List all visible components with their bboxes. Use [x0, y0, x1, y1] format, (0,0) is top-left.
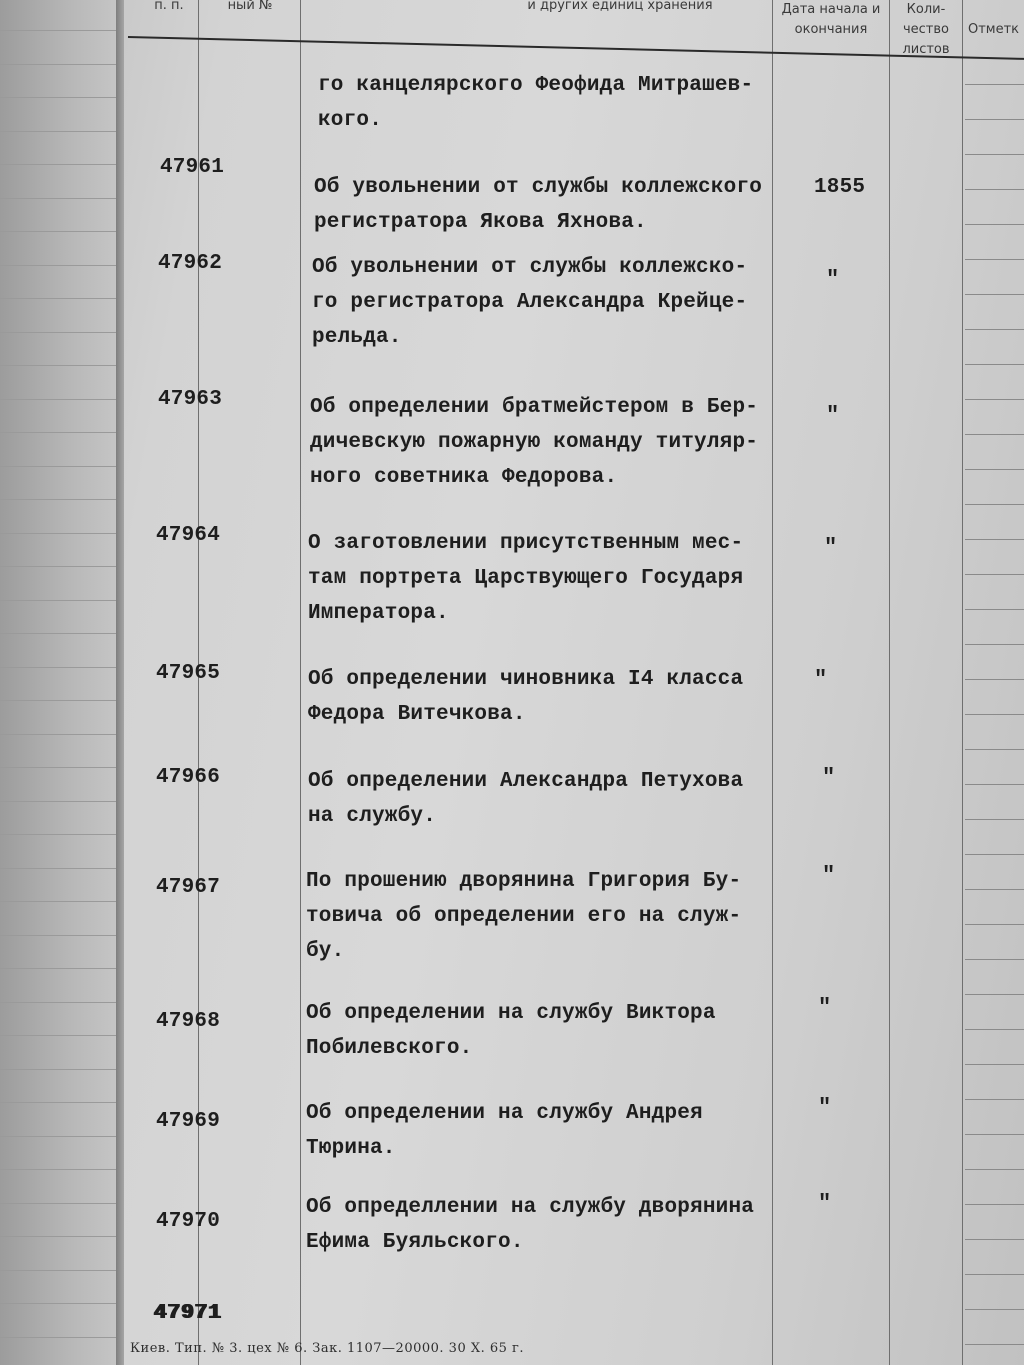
text-line: кого. — [318, 109, 383, 132]
notes-column-rule — [965, 994, 1024, 995]
notes-column-rule — [965, 784, 1024, 785]
notes-column-rule — [965, 504, 1024, 505]
notes-column-rule — [965, 1099, 1024, 1100]
text-line: Об определении Александра Петухова — [308, 770, 744, 793]
left-page-rule — [0, 432, 120, 433]
entry-date-ditto: " — [822, 765, 836, 790]
notes-column-rule — [965, 364, 1024, 365]
notes-column-rule — [965, 749, 1024, 750]
notes-column-rule — [965, 294, 1024, 295]
entry-date: 1855 — [814, 176, 866, 199]
column-rule — [889, 0, 890, 1365]
entry-number: 47967 — [156, 876, 221, 899]
notes-column-rule — [965, 644, 1024, 645]
notes-column-rule — [965, 889, 1024, 890]
notes-column-rule — [965, 329, 1024, 330]
notes-column-rule — [965, 189, 1024, 190]
left-page-rule — [0, 1069, 120, 1070]
left-page-rule — [0, 332, 120, 333]
notes-column-rule — [965, 154, 1024, 155]
entry-title — [306, 1190, 786, 1260]
text-line: регистратора Якова Яхнова. — [314, 211, 647, 234]
left-page-rule — [0, 30, 120, 31]
notes-column-rule — [965, 259, 1024, 260]
header-col-dates: Дата начала и окончания — [781, 2, 881, 37]
book-spine — [116, 0, 124, 1365]
entry-title — [306, 1096, 786, 1166]
text-line: на службу. — [308, 805, 437, 828]
entry-date-ditto: " — [818, 995, 832, 1020]
left-page-rule — [0, 1303, 120, 1304]
left-page-rule — [0, 399, 120, 400]
text-line: Об определении на службу Виктора — [306, 1002, 716, 1025]
text-line: Об увольнении от службы коллежско- — [312, 256, 748, 279]
left-page-rule — [0, 97, 120, 98]
text-line: Ефима Буяльского. — [306, 1231, 524, 1254]
notes-column-rule — [965, 924, 1024, 925]
notes-column-rule — [965, 1309, 1024, 1310]
text-line: По прошению дворянина Григория Бу- — [306, 870, 742, 893]
entry-date-ditto: " — [822, 863, 836, 888]
entry-number: 47966 — [156, 766, 221, 789]
printer-imprint: Киев. Тип. № 3. цех № 6. Зак. 1107—20000. 30 X. 65 г. — [130, 1341, 524, 1356]
notes-column-rule — [965, 1029, 1024, 1030]
notes-column-rule — [965, 539, 1024, 540]
left-page-rule — [0, 1002, 120, 1003]
entry-title — [308, 662, 788, 732]
entry-date-ditto: " — [826, 267, 840, 292]
left-page-rule — [0, 566, 120, 567]
left-page-rule — [0, 164, 120, 165]
left-page-edge — [0, 0, 120, 1365]
notes-column-rule — [965, 1169, 1024, 1170]
entry-title — [312, 250, 792, 355]
entry-date-ditto: " — [818, 1191, 832, 1216]
notes-column-rule — [965, 854, 1024, 855]
notes-column-rule — [965, 959, 1024, 960]
column-rule — [300, 0, 301, 1365]
notes-column-rule — [965, 434, 1024, 435]
text-line: Об определении братмейстером в Бер- — [310, 396, 759, 419]
left-page-rule — [0, 365, 120, 366]
left-page-rule — [0, 868, 120, 869]
entry-date-ditto: " — [814, 667, 828, 692]
left-page-rule — [0, 298, 120, 299]
text-line: Федора Витечкова. — [308, 703, 526, 726]
left-page-rule — [0, 1035, 120, 1036]
header-col-sheets: Коли- чество листов — [902, 2, 950, 57]
left-page-rule — [0, 935, 120, 936]
left-page-rule — [0, 700, 120, 701]
text-line: Об определлении на службу дворянина — [306, 1196, 755, 1219]
left-page-rule — [0, 1102, 120, 1103]
entry-title — [308, 764, 788, 834]
entry-number: 47970 — [156, 1210, 221, 1233]
text-line: рельда. — [312, 326, 402, 349]
continuation-text — [318, 68, 798, 138]
notes-column-rule — [965, 119, 1024, 120]
header-col-inventory: ный № — [227, 0, 273, 13]
left-page-rule — [0, 466, 120, 467]
left-page-rule — [0, 533, 120, 534]
notes-column-rule — [965, 1204, 1024, 1205]
notes-column-rule — [965, 399, 1024, 400]
entry-title — [308, 526, 788, 631]
left-page-rule — [0, 1169, 120, 1170]
notes-column-rule — [965, 1274, 1024, 1275]
left-page-rule — [0, 198, 120, 199]
text-line: товича об определении его на служ- — [306, 905, 742, 928]
left-page-rule — [0, 131, 120, 132]
next-entry-number: 47971 — [154, 1302, 223, 1325]
left-page-rule — [0, 901, 120, 902]
text-line: дичевскую пожарную команду титуляр- — [310, 431, 759, 454]
left-page-rule — [0, 801, 120, 802]
entry-number: 47961 — [160, 156, 225, 179]
notes-column-rule — [965, 609, 1024, 610]
entry-number: 47964 — [156, 524, 221, 547]
notes-column-rule — [965, 224, 1024, 225]
header-col-notes: Отметк — [968, 22, 1020, 37]
notes-column-rule — [965, 819, 1024, 820]
entry-date-ditto: " — [824, 535, 838, 560]
entry-date-ditto: " — [826, 403, 840, 428]
notes-column-rule — [965, 84, 1024, 85]
notes-column-rule — [965, 574, 1024, 575]
text-line: бу. — [306, 940, 345, 963]
left-page-rule — [0, 968, 120, 969]
entry-number: 47965 — [156, 662, 221, 685]
left-page-rule — [0, 499, 120, 500]
text-line: Об определении чиновника I4 класса — [308, 668, 744, 691]
left-page-rule — [0, 834, 120, 835]
entry-title — [310, 390, 790, 495]
left-page-rule — [0, 1136, 120, 1137]
entry-number: 47968 — [156, 1010, 221, 1033]
left-page-rule — [0, 1203, 120, 1204]
text-line: Тюрина. — [306, 1137, 396, 1160]
entry-date-ditto: " — [818, 1095, 832, 1120]
text-line: Об увольнении от службы коллежского — [314, 176, 763, 199]
entry-title — [306, 864, 786, 969]
text-line: Императора. — [308, 602, 449, 625]
notes-column-rule — [965, 1239, 1024, 1240]
notes-column-rule — [965, 469, 1024, 470]
header-col-title: и других единиц хранения — [527, 0, 713, 13]
left-page-rule — [0, 64, 120, 65]
header-col-number: п. п. — [154, 0, 184, 13]
left-page-rule — [0, 767, 120, 768]
left-page-rule — [0, 734, 120, 735]
notes-column-rule — [965, 1134, 1024, 1135]
entry-number: 47969 — [156, 1110, 221, 1133]
left-page-rule — [0, 633, 120, 634]
left-page-rule — [0, 1270, 120, 1271]
left-page-rule — [0, 600, 120, 601]
text-line: го канцелярского Феофида Митрашев- — [318, 74, 754, 97]
left-page-rule — [0, 231, 120, 232]
left-page-rule — [0, 265, 120, 266]
text-line: го регистратора Александра Крейце- — [312, 291, 748, 314]
left-page-rule — [0, 1337, 120, 1338]
column-rule — [962, 0, 963, 1365]
entry-title — [314, 170, 794, 240]
entry-number: 47963 — [158, 388, 223, 411]
entry-number: 47962 — [158, 252, 223, 275]
notes-column-rule — [965, 1344, 1024, 1345]
text-line: там портрета Царствующего Государя — [308, 567, 744, 590]
notes-column-rule — [965, 679, 1024, 680]
entry-title — [306, 996, 786, 1066]
notes-column-rule — [965, 1064, 1024, 1065]
text-line: Об определении на службу Андрея — [306, 1102, 703, 1125]
left-page-rule — [0, 667, 120, 668]
text-line: О заготовлении присутственным мес- — [308, 532, 744, 555]
text-line: Побилевского. — [306, 1037, 473, 1060]
notes-column-rule — [965, 714, 1024, 715]
text-line: ного советника Федорова. — [310, 466, 618, 489]
left-page-rule — [0, 1236, 120, 1237]
